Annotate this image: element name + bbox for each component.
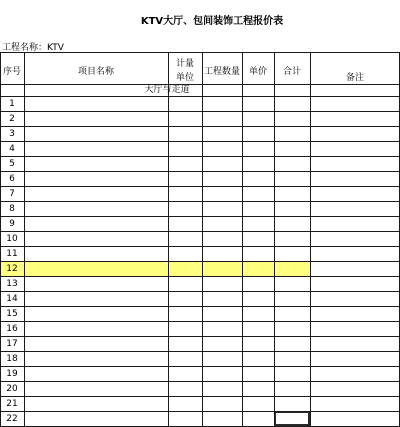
- total-cell[interactable]: [274, 351, 310, 366]
- item-name-cell[interactable]: [24, 366, 168, 381]
- header-item[interactable]: 项目名称: [77, 67, 114, 77]
- row-number[interactable]: 15: [6, 308, 18, 319]
- note-cell[interactable]: [310, 291, 400, 306]
- grid-hline: [0, 96, 400, 97]
- unit-cell[interactable]: [168, 201, 202, 216]
- row-number[interactable]: 5: [9, 158, 15, 169]
- header-total[interactable]: 合计: [282, 67, 301, 77]
- row-number[interactable]: 8: [9, 203, 15, 214]
- note-cell[interactable]: [310, 216, 400, 231]
- grid-hline: [0, 291, 400, 292]
- unit-price-cell[interactable]: [242, 381, 274, 396]
- grid-hline: [0, 261, 400, 262]
- unit-cell[interactable]: [168, 366, 202, 381]
- total-cell[interactable]: [274, 126, 310, 141]
- total-cell[interactable]: [274, 396, 310, 411]
- row-number[interactable]: 9: [9, 218, 15, 229]
- quantity-cell[interactable]: [202, 291, 242, 306]
- quantity-cell[interactable]: [202, 141, 242, 156]
- item-name-cell[interactable]: [24, 336, 168, 351]
- header-note[interactable]: 备注: [345, 73, 364, 83]
- quantity-cell[interactable]: [202, 276, 242, 291]
- grid-hline: [0, 156, 400, 157]
- total-cell[interactable]: [274, 171, 310, 186]
- unit-cell[interactable]: [168, 126, 202, 141]
- unit-cell[interactable]: [168, 321, 202, 336]
- unit-cell[interactable]: [168, 246, 202, 261]
- row-number[interactable]: 11: [6, 248, 18, 259]
- unit-price-cell[interactable]: [242, 321, 274, 336]
- quantity-cell[interactable]: [202, 261, 242, 276]
- note-cell[interactable]: [310, 321, 400, 336]
- row-number[interactable]: 18: [6, 353, 18, 364]
- unit-cell[interactable]: [168, 171, 202, 186]
- unit-price-cell[interactable]: [242, 351, 274, 366]
- unit-price-cell[interactable]: [242, 126, 274, 141]
- quantity-cell[interactable]: [202, 216, 242, 231]
- quantity-cell[interactable]: [202, 126, 242, 141]
- note-cell[interactable]: [310, 201, 400, 216]
- unit-cell[interactable]: [168, 276, 202, 291]
- grid-hline: [0, 381, 400, 382]
- quantity-cell[interactable]: [202, 201, 242, 216]
- unit-cell[interactable]: [168, 231, 202, 246]
- grid-vline: [168, 52, 169, 426]
- row-number[interactable]: 6: [9, 173, 15, 184]
- grid-hline: [0, 306, 400, 307]
- unit-price-cell[interactable]: [242, 261, 274, 276]
- total-cell[interactable]: [274, 306, 310, 321]
- note-cell[interactable]: [310, 276, 400, 291]
- item-name-cell[interactable]: [24, 171, 168, 186]
- unit-price-cell[interactable]: [242, 171, 274, 186]
- quantity-cell[interactable]: [202, 171, 242, 186]
- unit-price-cell[interactable]: [242, 186, 274, 201]
- grid-hline: [0, 186, 400, 187]
- item-name-cell[interactable]: [24, 186, 168, 201]
- grid-hline: [0, 396, 400, 397]
- grid-vline: [274, 52, 275, 426]
- note-cell[interactable]: [310, 351, 400, 366]
- total-cell[interactable]: [274, 381, 310, 396]
- quantity-cell[interactable]: [202, 381, 242, 396]
- unit-cell[interactable]: [168, 186, 202, 201]
- note-cell[interactable]: [310, 306, 400, 321]
- unit-cell[interactable]: [168, 156, 202, 171]
- item-name-cell[interactable]: [24, 141, 168, 156]
- note-cell[interactable]: [310, 111, 400, 126]
- item-name-cell[interactable]: [24, 411, 168, 426]
- unit-price-cell[interactable]: [242, 411, 274, 426]
- total-cell[interactable]: [274, 186, 310, 201]
- total-cell[interactable]: [274, 276, 310, 291]
- total-cell[interactable]: [274, 336, 310, 351]
- item-name-cell[interactable]: [24, 201, 168, 216]
- unit-price-cell[interactable]: [242, 291, 274, 306]
- total-cell[interactable]: [274, 321, 310, 336]
- total-cell[interactable]: [274, 246, 310, 261]
- grid-vline: [310, 52, 311, 426]
- grid-hline: [0, 111, 400, 112]
- grid-hline: [0, 351, 400, 352]
- grid-vline: [242, 52, 243, 426]
- quantity-cell[interactable]: [202, 156, 242, 171]
- total-cell[interactable]: [274, 291, 310, 306]
- header-price[interactable]: 单价: [248, 67, 267, 77]
- unit-cell[interactable]: [168, 261, 202, 276]
- unit-price-cell[interactable]: [242, 336, 274, 351]
- grid-vline: [24, 52, 25, 426]
- note-cell[interactable]: [310, 396, 400, 411]
- item-name-cell[interactable]: [24, 246, 168, 261]
- unit-cell[interactable]: [168, 96, 202, 111]
- item-name-cell[interactable]: [24, 111, 168, 126]
- row-number[interactable]: 16: [6, 323, 18, 334]
- grid-hline: [0, 231, 400, 232]
- unit-cell[interactable]: [168, 336, 202, 351]
- item-name-cell[interactable]: [24, 306, 168, 321]
- unit-cell[interactable]: [168, 381, 202, 396]
- item-name-cell[interactable]: [24, 396, 168, 411]
- grid-hline: [0, 276, 400, 277]
- note-cell[interactable]: [310, 231, 400, 246]
- total-cell[interactable]: [274, 141, 310, 156]
- item-name-cell[interactable]: [24, 321, 168, 336]
- total-cell[interactable]: [274, 216, 310, 231]
- item-name-cell[interactable]: [24, 231, 168, 246]
- total-cell[interactable]: [274, 156, 310, 171]
- row-number[interactable]: 10: [6, 233, 18, 244]
- quantity-cell[interactable]: [202, 396, 242, 411]
- unit-price-cell[interactable]: [242, 231, 274, 246]
- row-number[interactable]: 2: [9, 113, 15, 124]
- grid-hline: [0, 201, 400, 202]
- unit-cell[interactable]: [168, 111, 202, 126]
- total-cell[interactable]: [274, 411, 310, 426]
- grid-hline: [0, 52, 400, 53]
- unit-price-cell[interactable]: [242, 276, 274, 291]
- unit-cell[interactable]: [168, 291, 202, 306]
- item-name-cell[interactable]: [24, 261, 168, 276]
- header-seq[interactable]: 序号: [2, 67, 21, 77]
- note-cell[interactable]: [310, 96, 400, 111]
- row-number[interactable]: 19: [6, 368, 18, 379]
- unit-cell[interactable]: [168, 411, 202, 426]
- total-cell[interactable]: [274, 201, 310, 216]
- header-qty[interactable]: 工程数量: [204, 67, 241, 77]
- item-name-cell[interactable]: [24, 96, 168, 111]
- grid-hline: [0, 336, 400, 337]
- grid-hline: [0, 216, 400, 217]
- total-cell[interactable]: [274, 111, 310, 126]
- quantity-cell[interactable]: [202, 411, 242, 426]
- quantity-cell[interactable]: [202, 186, 242, 201]
- note-cell[interactable]: [310, 261, 400, 276]
- row-number[interactable]: 14: [6, 293, 18, 304]
- note-cell[interactable]: [310, 411, 400, 426]
- quantity-cell[interactable]: [202, 231, 242, 246]
- item-name-cell[interactable]: [24, 381, 168, 396]
- total-cell[interactable]: [274, 366, 310, 381]
- note-cell[interactable]: [310, 246, 400, 261]
- note-cell[interactable]: [310, 336, 400, 351]
- row-number[interactable]: 22: [6, 413, 18, 424]
- quantity-cell[interactable]: [202, 246, 242, 261]
- row-number[interactable]: 1: [9, 98, 15, 109]
- total-cell[interactable]: [274, 261, 310, 276]
- section-label[interactable]: 大厅与走道: [144, 85, 190, 95]
- unit-cell[interactable]: [168, 306, 202, 321]
- row-number[interactable]: 3: [9, 128, 15, 139]
- unit-cell[interactable]: [168, 141, 202, 156]
- grid-hline: [0, 366, 400, 367]
- row-number[interactable]: 4: [9, 143, 15, 154]
- project-name: 工程名称：KTV: [2, 43, 64, 53]
- quantity-cell[interactable]: [202, 336, 242, 351]
- header-unit-bottom[interactable]: 单位: [175, 73, 194, 83]
- header-unit-top[interactable]: 计量: [175, 59, 194, 69]
- note-cell[interactable]: [310, 141, 400, 156]
- quantity-cell[interactable]: [202, 96, 242, 111]
- quantity-cell[interactable]: [202, 351, 242, 366]
- row-number[interactable]: 7: [9, 188, 15, 199]
- item-name-cell[interactable]: [24, 156, 168, 171]
- total-cell[interactable]: [274, 231, 310, 246]
- unit-price-cell[interactable]: [242, 246, 274, 261]
- grid-hline: [0, 411, 400, 412]
- note-cell[interactable]: [310, 366, 400, 381]
- grid-vline: [202, 52, 203, 426]
- row-number[interactable]: 12: [0, 261, 24, 276]
- quantity-cell[interactable]: [202, 306, 242, 321]
- unit-price-cell[interactable]: [242, 201, 274, 216]
- note-cell[interactable]: [310, 171, 400, 186]
- note-cell[interactable]: [310, 381, 400, 396]
- grid-hline: [0, 246, 400, 247]
- item-name-cell[interactable]: [24, 276, 168, 291]
- grid-hline: [0, 84, 400, 85]
- item-name-cell[interactable]: [24, 351, 168, 366]
- item-name-cell[interactable]: [24, 216, 168, 231]
- unit-price-cell[interactable]: [242, 396, 274, 411]
- grid-hline: [0, 171, 400, 172]
- grid-hline: [0, 141, 400, 142]
- item-name-cell[interactable]: [24, 126, 168, 141]
- unit-cell[interactable]: [168, 216, 202, 231]
- unit-price-cell[interactable]: [242, 156, 274, 171]
- row-number[interactable]: 13: [6, 278, 18, 289]
- note-cell[interactable]: [310, 186, 400, 201]
- note-cell[interactable]: [310, 126, 400, 141]
- row-number[interactable]: 21: [6, 398, 18, 409]
- note-cell[interactable]: [310, 156, 400, 171]
- item-name-cell[interactable]: [24, 291, 168, 306]
- sheet-title: KTV大厅、包间装饰工程报价表: [140, 16, 284, 27]
- quantity-cell[interactable]: [202, 111, 242, 126]
- unit-price-cell[interactable]: [242, 96, 274, 111]
- quantity-cell[interactable]: [202, 366, 242, 381]
- total-cell[interactable]: [274, 96, 310, 111]
- unit-price-cell[interactable]: [242, 141, 274, 156]
- grid-vline: [0, 52, 1, 426]
- unit-cell[interactable]: [168, 351, 202, 366]
- grid-hline: [0, 321, 400, 322]
- grid-hline: [0, 126, 400, 127]
- unit-price-cell[interactable]: [242, 306, 274, 321]
- row-number[interactable]: 20: [6, 383, 18, 394]
- row-number[interactable]: 17: [6, 338, 18, 349]
- unit-cell[interactable]: [168, 396, 202, 411]
- unit-price-cell[interactable]: [242, 366, 274, 381]
- quantity-cell[interactable]: [202, 321, 242, 336]
- unit-price-cell[interactable]: [242, 216, 274, 231]
- unit-price-cell[interactable]: [242, 111, 274, 126]
